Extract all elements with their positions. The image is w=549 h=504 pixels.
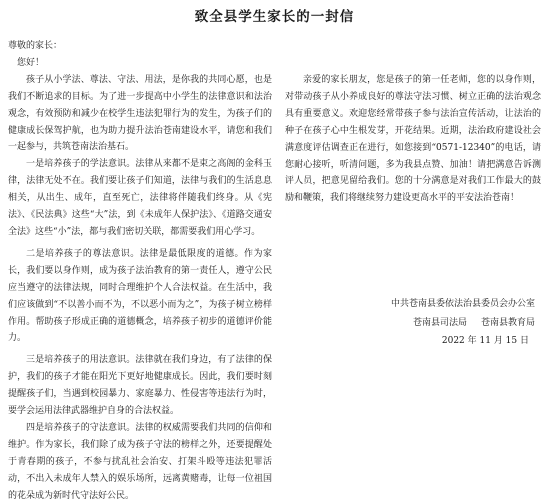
signature-org-committee: 中共苍南县委依法治县委员会办公室 <box>390 299 535 309</box>
signature-org-justice: 苍南县司法局 <box>412 317 467 328</box>
signature-block <box>391 295 535 351</box>
paragraph-obey-law: 四是培养孩子的守法意识。法律的权威需要我们共同的信仰和维护。作为家长，我们除了成为孩子守法的榜样之外，还要提醒处于青春期的孩子，不参与扰乱社会治安、打架斗殴等违法犯罪活动，不出入未成年人禁入的娱乐场所，远离黄赌毒，让每一位祖国的花朵成为新时代守法好公民。 <box>8 422 272 501</box>
signature-date: 2022 年 11 月 15 日 <box>441 336 529 346</box>
right-column <box>285 72 541 207</box>
left-column <box>8 38 272 504</box>
intro-paragraph: 孩子从小学法、尊法、守法、用法，是你我的共同心愿，也是我们不断追求的目标。为了进一步提高中小学生的法律意识和法治观念，有效预防和减少在校学生违法犯罪行为的发生，为孩子们的健康成长保驾护航，也为助力提升法治苍南建设水平，请您和我们一起参与，共筑苍南法治基石。 <box>8 74 272 153</box>
salutation: 尊敬的家长： <box>8 41 63 51</box>
signature-org-education: 苍南县教育局 <box>480 317 535 328</box>
paragraph-respect-law: 二是培养孩子的尊法意识。法律是最低限度的道德。作为家长，我们要以身作则，成为孩子法治教育的第一责任人，遵守公民应当遵守的法律法规，同时合理维护个人合法权益。在生活中，我们应该做到“不以善小而不为，不以恶小而为之”，为孩子树立榜样作用。帮助孩子形成正确的道德概念，培养孩子初步的道德评价能力。 <box>8 248 272 344</box>
closing-paragraph: 亲爱的家长朋友，您是孩子的第一任老师，您的以身作则，对带动孩子从小养成良好的尊法守法习惯、树立正确的法治观念具有重要意义。欢迎您经常带孩子参与法治宣传活动，让法治的种子在孩子心中生根发芽，开花结果。近期，法治政府建设社会满意度评估调查正在进行，如您接到“0571-12340”的电话，请您耐心接听，听清问题，多为我县点赞、加油！请把满意告诉测评人员，把意见留给我们。您的十分满意是对我们工作最大的鼓励和鞭策，我们将继续努力建设更高水平的平安法治苍南！ <box>285 75 541 204</box>
paragraph-learn-law: 一是培养孩子的学法意识。法律从来都不是束之高阁的金科玉律，法律无处不在。我们要让孩子们知道，法律与我们的生活息息相关，从出生、成年，直至死亡，法律将伴随我们终身。从《宪法》、《民法典》这些“大”法，到《未成年人保护法》、《道路交通安全法》这些“小”法，都与我们密切关联，都需要我们用心学习。 <box>8 159 272 237</box>
paragraph-use-law: 三是培养孩子的用法意识。法律就在我们身边，有了法律的保护，我们的孩子才能在阳光下更好地健康成长。因此，我们要时刻提醒孩子们，当遇到校园暴力、家庭暴力、性侵害等违法行为时，要学会运用法律武器维护自身的合法权益。 <box>8 355 272 417</box>
letter-title: 致全县学生家长的一封信 <box>194 9 355 25</box>
greeting: 您好！ <box>17 57 45 68</box>
